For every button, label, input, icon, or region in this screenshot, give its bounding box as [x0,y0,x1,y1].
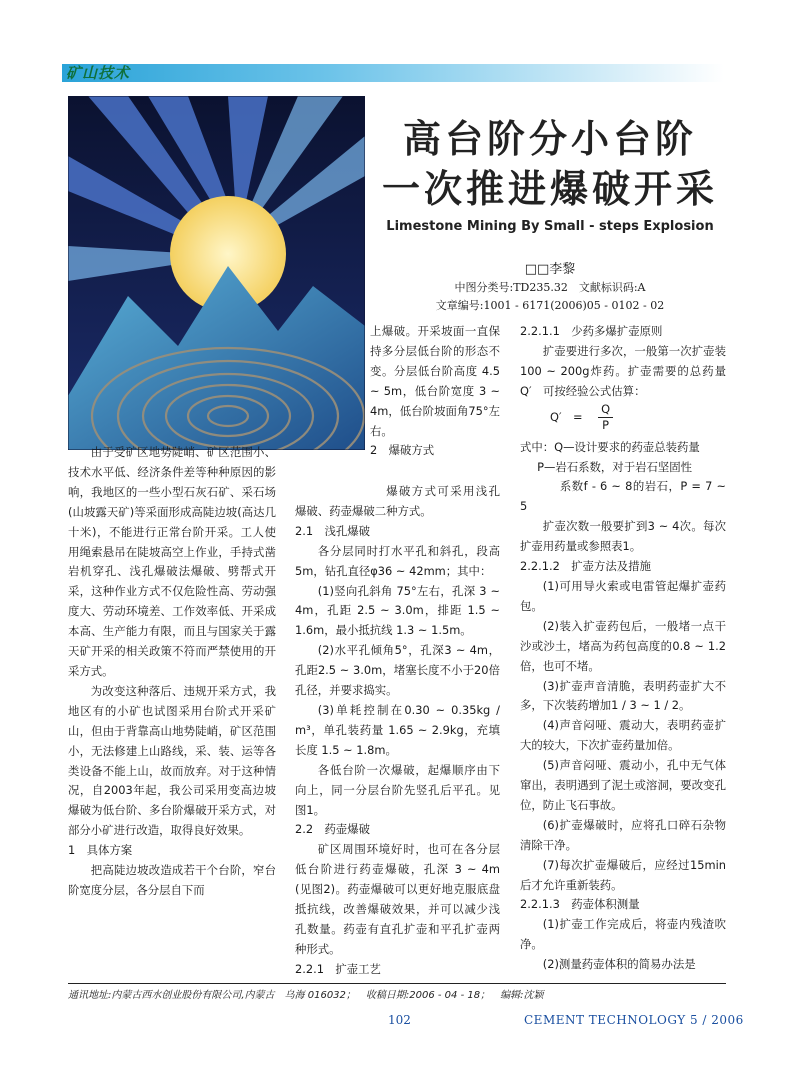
list-item: (5)声音闷哑、震动小，孔中无气体窜出，表明遇到了泥土或溶洞，要改变孔位，防止飞石事故。 [520,758,726,812]
journal-name: CEMENT TECHNOLOGY 5 / 2006 [524,1013,744,1027]
column-2-top [370,322,500,461]
paragraph: 各分层同时打水平孔和斜孔，段高5m，钻孔直径φ36 ~ 42mm；其中： [295,543,500,578]
paragraph: 矿区周围环境好时，也可在各分层低台阶进行药壶爆破，孔深 3 ~ 4m (见图2)。药壶爆破可以更好地克服底盘抵抗线，改善爆破效果，并可以减少浅孔数量。药壶有直孔扩壶和平孔扩壶两种形式。 [295,842,512,956]
title-line-1: 高台阶分小台阶 [402,117,697,161]
author: □□李黎 [524,262,576,277]
paragraph: 各低台阶一次爆破，起爆顺序由下向上，同一分层台阶先竖孔后平孔。见图1。 [295,762,500,817]
column-2 [295,482,512,980]
title-line-2: 一次推进爆破开采 [381,167,718,211]
cover-illustration [68,96,365,450]
paragraph: (1)竖向孔斜角 75°左右，孔深 3 ~ 4m，孔距 2.5 ~ 3.0m，排距 1.5 ~ 1.6m，最小抵抗线 1.3 ~ 1.5m。 [295,583,500,638]
formula-numerator: Q [598,402,613,418]
section-heading: 2.2.1.2 扩壶方法及措施 [520,559,651,574]
list-item: (7)每次扩壶爆破后，应经过15min后才允许重新装药。 [520,857,726,892]
classification-number: 中图分类号:TD235.32 文献标识码:A [454,281,646,294]
paragraph: 扩壶次数一般要扩到3 ~ 4次。每次扩壶用药量或参照表1。 [520,519,726,554]
formula-fraction [598,402,613,433]
english-title: Limestone Mining By Small - steps Explosion [386,219,714,234]
paragraph: 上爆破。开采坡面一直保持多分层低台阶的形态不变。分层低台阶高度 4.5 ~ 5m，低台阶宽度 3 ~ 4m，低台阶坡面角75°左右。 [370,324,500,438]
formula-denominator: P [602,417,610,432]
article-number: 文章编号:1001 - 6171(2006)05 - 0102 - 02 [435,299,665,312]
page-number: 102 [388,1013,411,1027]
section-heading: 1 具体方案 [68,843,133,858]
paragraph: 爆破方式可采用浅孔爆破、药壶爆破二种方式。 [295,484,500,518]
paragraph: (3)单耗控制在0.30 ~ 0.35kg / m³，单孔装药量 1.65 ~ 2.9kg，充填长度 1.5 ~ 1.8m。 [295,702,500,757]
paragraph: 式中：Q—设计要求的药壶总装药量 [520,439,700,454]
paragraph: P—岩石系数，对于岩石坚固性 [537,459,693,474]
paragraph: 把高陡边坡改造成若干个台阶，窄台阶宽度分层，各分层自下而 [68,863,276,897]
list-item: (3)扩壶声音清脆，表明药壶扩大不多，下次装药增加1 / 3 ~ 1 / 2。 [520,678,726,713]
column-1 [68,443,276,901]
formula-lhs: Q′ = [550,409,583,424]
paragraph: 为改变这种落后、违规开采方式，我地区有的小矿也试图采用台阶式开采矿山，但由于背靠高山地势陡峭，矿区范围小，无法修建上山路线，采、装、运等各类设备不能上山，故而放弃。对于这种情况，自2003年起，我公司采用变高边坡爆破为低台阶、多台阶爆破开采方式，对部分小矿进行改造，取得良好效果。 [68,683,276,838]
column-3 [520,322,726,975]
list-item: (2)测量药壶体积的简易办法是 [542,957,696,972]
section-heading: 2.2 药壶爆破 [295,822,371,837]
footnote: 通讯地址:内蒙古西水创业股份有限公司,内蒙古 乌海 016032； 收稿日期:2006 - 04 - 18； 编辑:沈颖 [68,990,544,1001]
section-heading: 2 爆破方式 [370,443,435,458]
formula [520,402,726,438]
section-heading: 2.2.1.1 少药多爆扩壶原则 [520,324,663,338]
section-heading: 2.1 浅孔爆破 [295,523,371,538]
section-heading: 2.2.1 扩壶工艺 [295,961,381,976]
list-item: (1)可用导火索或电雷管起爆扩壶药包。 [520,578,726,613]
header-band [62,64,724,82]
list-item: (1)扩壶工作完成后，将壶内残渣吹净。 [520,917,726,952]
list-item: (6)扩壶爆破时，应将孔口碎石杂物清除干净。 [520,817,726,852]
list-item: (2)装入扩壶药包后，一般堵一点干沙或沙土，堵高为药包高度的0.8 ~ 1.2倍，也可不堵。 [520,618,726,673]
list-item: (4)声音闷哑、震动大，表明药壶扩大的较大，下次扩壶药量加倍。 [520,718,726,753]
section-heading: 2.2.1.3 药壶体积测量 [520,897,640,912]
section-label: 矿山技术 [66,64,131,82]
paragraph: (2)水平孔倾角5°，孔深3 ~ 4m，孔距2.5 ~ 3.0m，堵塞长度不小于20倍孔径，并要求捣实。 [295,643,500,698]
paragraph: 扩壶要进行多次，一般第一次扩壶装 100 ~ 200g炸药。扩壶需要的总药量 Q′ 可按经验公式估算： [520,343,726,398]
paragraph: 由于受矿区地势陡峭、矿区范围小、技术水平低、经济条件差等种种原因的影响，我地区的一些小型石灰石矿、采石场(山坡露天矿)等采面形成高陡边坡(高达几十米)，不能进行正常台阶开采。工人使用绳索悬吊在陡坡高空上作业，手持式凿岩机穿孔、浅孔爆破法爆破、劈帮式开采，这种作业方式不仅危险性高、劳动强度大、劳动环境差、工作效率低、开采成本高、生产能力有限，而且与国家关于露天矿开采的相关政策不符而严禁使用的开采方式。 [68,445,276,678]
footnote-rule [68,983,726,984]
paragraph: 系数f - 6 ~ 8的岩石，P = 7 ~ 5 [520,479,726,514]
